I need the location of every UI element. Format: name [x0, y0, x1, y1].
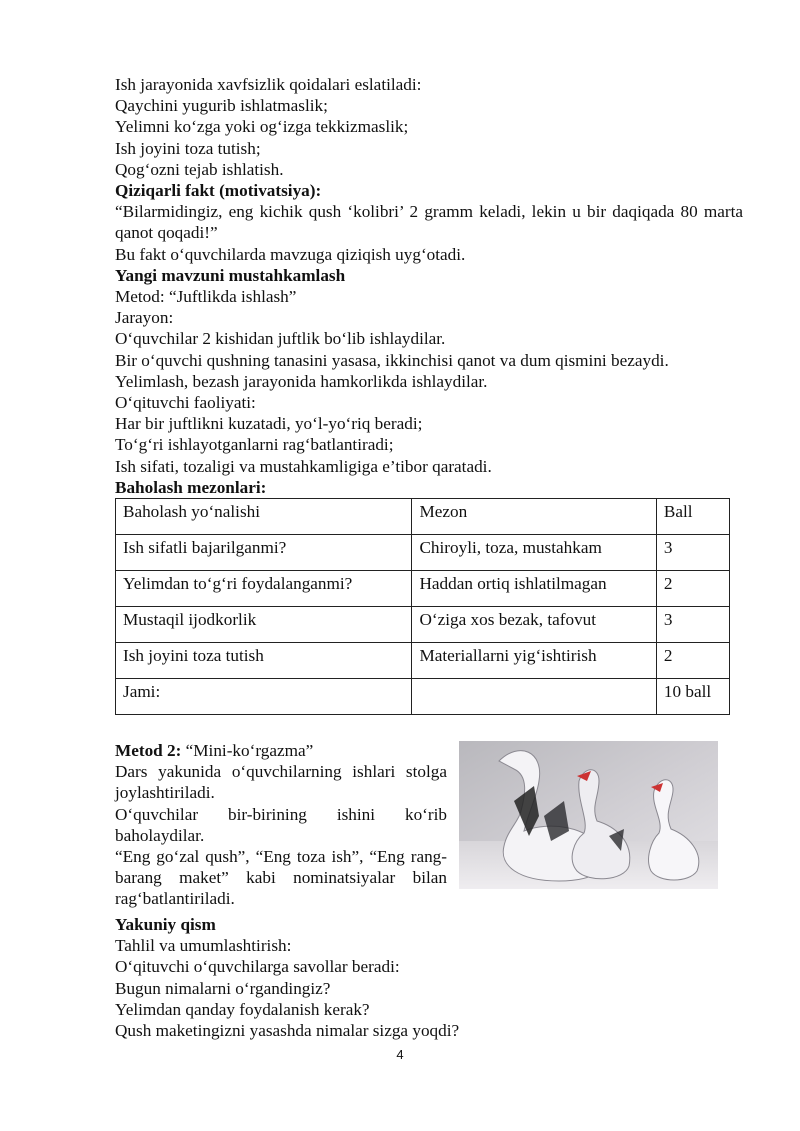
table-cell: 10 ball [656, 679, 729, 715]
table-header-cell: Ball [656, 499, 729, 535]
table-header-cell: Mezon [412, 499, 656, 535]
table-row [116, 571, 730, 607]
fact-quote: “Bilarmidingiz, eng kichik qush ‘kolibri’ 2 gramm keladi, lekin u bir daqiqada 80 marta qanot qoqadi!” [115, 202, 743, 243]
metod2-section [115, 740, 447, 910]
intro-line: Yelimni koʻzga yoki ogʻizga tekkizmaslik; [115, 117, 409, 137]
table-cell: Materiallarni yigʻishtirish [412, 643, 656, 679]
fact-note: Bu fakt oʻquvchilarda mavzuga qiziqish uygʻotadi. [115, 244, 466, 264]
page-number: 4 [396, 1047, 404, 1062]
final-line: Tahlil va umumlashtirish: [115, 936, 292, 956]
metod2-heading [115, 740, 447, 761]
final-line: Qush maketingizni yasashda nimalar sizga yoqdi? [115, 1021, 460, 1041]
table-row [116, 607, 730, 643]
table-cell: Ish sifatli bajarilganmi? [116, 535, 412, 571]
reinforce-line: Jarayon: [115, 308, 174, 328]
final-line: Oʻqituvchi oʻquvchilarga savollar beradi: [115, 957, 400, 977]
table-cell: Yelimdan toʻgʻri foydalanganmi? [116, 571, 412, 607]
criteria-heading: Baholash mezonlari: [115, 477, 267, 497]
paper-swans-photo [459, 741, 718, 889]
table-cell: Jami: [116, 679, 412, 715]
final-section [115, 914, 745, 1041]
table-row [116, 535, 730, 571]
table-total-row [116, 679, 730, 715]
metod2-paragraph: “Eng goʻzal qush”, “Eng toza ish”, “Eng rang-barang maket” kabi nominatsiyalar bilan ragʻbatlantiriladi. [115, 847, 447, 909]
metod2-paragraph: Oʻquvchilar bir-birining ishini koʻrib baholaydilar. [115, 804, 447, 845]
metod2-title: “Mini-koʻrgazma” [181, 741, 314, 760]
final-heading: Yakuniy qism [115, 915, 216, 934]
table-cell: 2 [656, 643, 729, 679]
metod2-paragraph: Dars yakunida oʻquvchilarning ishlari stolga joylashtiriladi. [115, 762, 447, 803]
table-cell [412, 679, 656, 715]
table-cell: Chiroyli, toza, mustahkam [412, 535, 656, 571]
table-cell: 3 [656, 535, 729, 571]
intro-line: Ish joyini toza tutish; [115, 138, 261, 158]
reinforce-line: Metod: “Juftlikda ishlash” [115, 287, 297, 307]
table-cell: 2 [656, 571, 729, 607]
table-header-cell: Baholash yoʻnalishi [116, 499, 412, 535]
reinforce-line: Ish sifati, tozaligi va mustahkamligiga e’tibor qaratadi. [115, 456, 492, 476]
reinforce-line: Yelimlash, bezash jarayonida hamkorlikda ishlaydilar. [115, 371, 488, 391]
metod2-label: Metod 2: [115, 741, 182, 760]
final-line: Bugun nimalarni oʻrgandingiz? [115, 978, 331, 998]
final-line: Yelimdan qanday foydalanish kerak? [115, 999, 370, 1019]
reinforce-line: Bir oʻquvchi qushning tanasini yasasa, ikkinchisi qanot va dum qismini bezaydi. [115, 350, 669, 370]
table-cell: Oʻziga xos bezak, tafovut [412, 607, 656, 643]
table-cell: Ish joyini toza tutish [116, 643, 412, 679]
intro-line: Qogʻozni tejab ishlatish. [115, 159, 284, 179]
reinforce-line: Oʻqituvchi faoliyati: [115, 393, 256, 413]
table-cell: 3 [656, 607, 729, 643]
intro-line: Qaychini yugurib ishlatmaslik; [115, 96, 328, 116]
reinforce-line: Har bir juftlikni kuzatadi, yoʻl-yoʻriq beradi; [115, 414, 423, 434]
reinforce-heading: Yangi mavzuni mustahkamlash [115, 265, 346, 285]
intro-line: Ish jarayonida xavfsizlik qoidalari eslatiladi: [115, 75, 422, 94]
table-cell: Mustaqil ijodkorlik [116, 607, 412, 643]
table-header-row [116, 499, 730, 535]
paper-swans-image [459, 741, 718, 889]
criteria-table [115, 498, 730, 715]
fact-heading: Qiziqarli fakt (motivatsiya): [115, 181, 322, 201]
reinforce-line: Toʻgʻri ishlayotganlarni ragʻbatlantiradi; [115, 435, 394, 455]
page-content [115, 74, 745, 715]
reinforce-line: Oʻquvchilar 2 kishidan juftlik boʻlib ishlaydilar. [115, 329, 446, 349]
table-cell: Haddan ortiq ishlatilmagan [412, 571, 656, 607]
table-row [116, 643, 730, 679]
